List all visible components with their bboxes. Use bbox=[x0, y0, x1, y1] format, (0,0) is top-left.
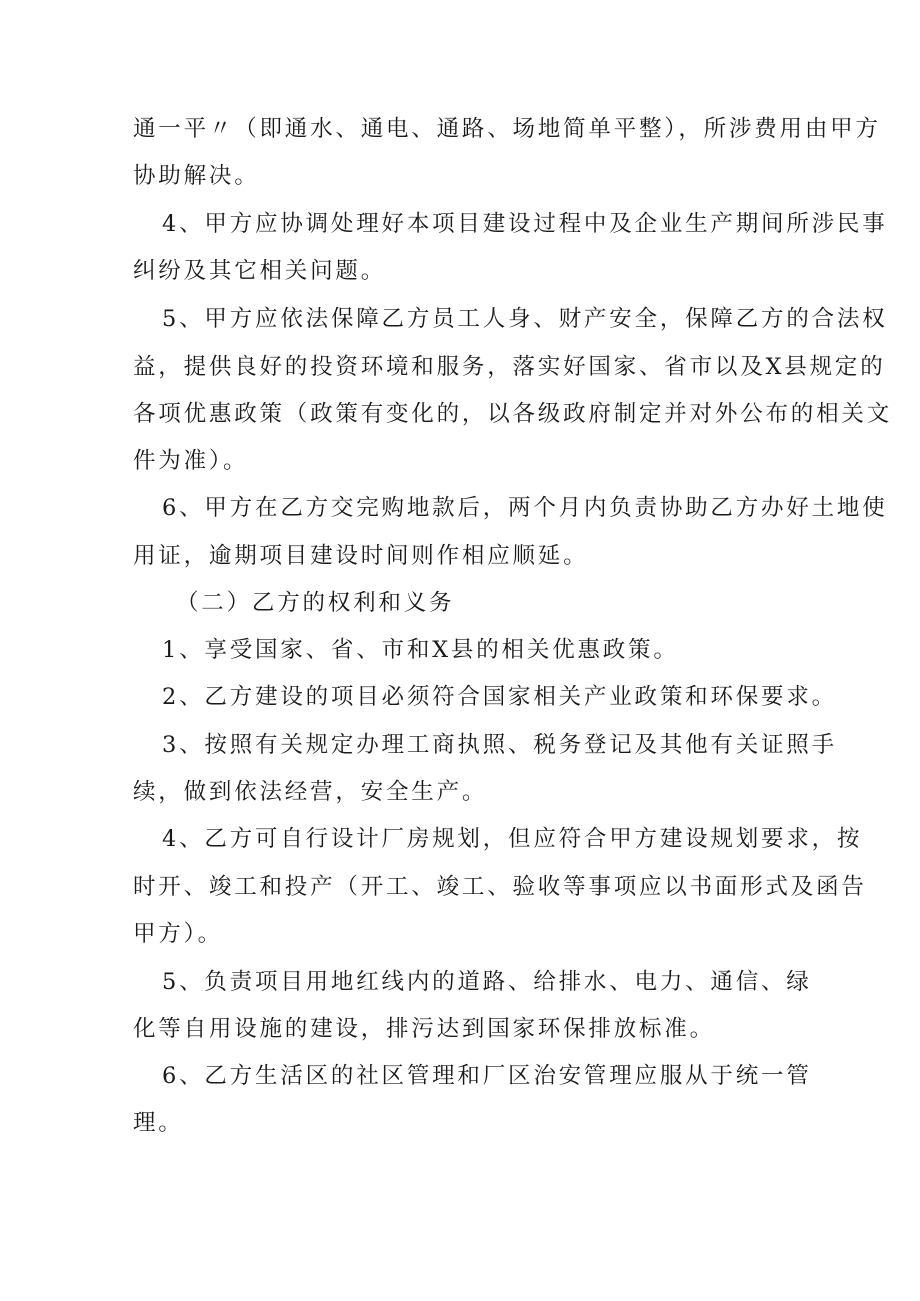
text-line: 化等自用设施的建设，排污达到国家环保排放标准。 bbox=[133, 1016, 715, 1042]
text-line: 理。 bbox=[133, 1110, 184, 1136]
section-heading: （二）乙方的权利和义务 bbox=[176, 590, 455, 616]
text-line: 4、乙方可自行设计厂房规划，但应符合甲方建设规划要求，按 bbox=[162, 826, 863, 852]
text-line: 5、负责项目用地红线内的道路、给排水、电力、通信、绿 bbox=[162, 969, 812, 995]
text-line: 用证，逾期项目建设时间则作相应顺延。 bbox=[133, 543, 589, 569]
text-line: 各项优惠政策（政策有变化的，以各级政府制定并对外公布的相关文 bbox=[133, 401, 893, 427]
text-line: 1、享受国家、省、市和X县的相关优惠政策。 bbox=[162, 637, 679, 663]
text-line: 益，提供良好的投资环境和服务，落实好国家、省市以及X县规定的 bbox=[133, 354, 886, 380]
text-line: 6、乙方生活区的社区管理和厂区治安管理应服从于统一管 bbox=[162, 1063, 812, 1089]
text-line: 4、甲方应协调处理好本项目建设过程中及企业生产期间所涉民事 bbox=[162, 211, 888, 237]
text-line: 协助解决。 bbox=[133, 163, 260, 189]
text-line: 续，做到依法经营，安全生产。 bbox=[133, 779, 488, 805]
text-line: 3、按照有关规定办理工商执照、税务登记及其他有关证照手 bbox=[162, 732, 837, 758]
text-line: 纠纷及其它相关问题。 bbox=[133, 258, 387, 284]
text-line: 2、乙方建设的项目必须符合国家相关产业政策和环保要求。 bbox=[162, 684, 837, 710]
text-line: 通一平〃（即通水、通电、通路、场地简单平整），所涉费用由甲方 bbox=[133, 116, 881, 142]
text-line: 时开、竣工和投产（开工、竣工、验收等事项应以书面形式及函告 bbox=[133, 874, 867, 900]
text-line: 件为准）。 bbox=[133, 448, 249, 474]
text-line: 甲方）。 bbox=[133, 921, 223, 947]
text-line: 6、甲方在乙方交完购地款后，两个月内负责协助乙方办好土地使 bbox=[162, 495, 888, 521]
text-line: 5、甲方应依法保障乙方员工人身、财产安全，保障乙方的合法权 bbox=[162, 306, 888, 332]
